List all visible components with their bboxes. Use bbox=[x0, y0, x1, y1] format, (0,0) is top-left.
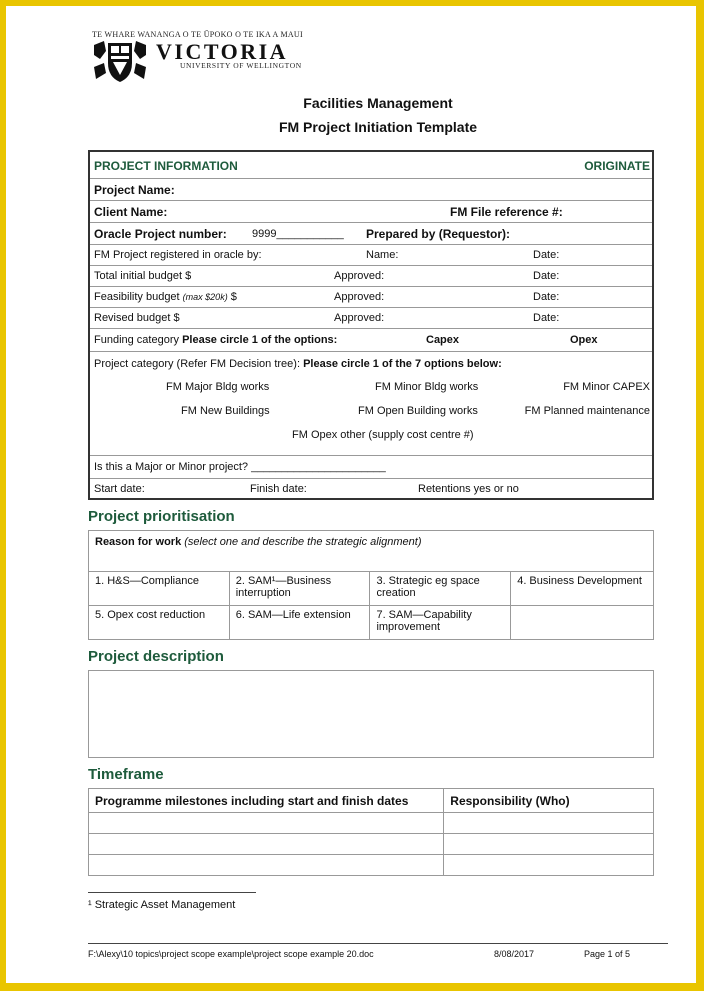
section-heading-project-information: PROJECT INFORMATION bbox=[94, 159, 238, 173]
milestones-header: Programme milestones including start and finish dates bbox=[89, 789, 444, 813]
table-row bbox=[89, 572, 654, 606]
footer-file-path: F:\Alexy\10 topics\project scope example\project scope example 20.doc bbox=[88, 949, 374, 959]
start-date-label: Start date: bbox=[94, 483, 145, 495]
document-title-line2: FM Project Initiation Template bbox=[278, 119, 478, 135]
footnote-separator bbox=[88, 892, 256, 893]
project-name-row bbox=[90, 178, 652, 201]
responsibility-cell[interactable] bbox=[444, 813, 654, 834]
oracle-number-value: 9999___________ bbox=[252, 228, 344, 240]
revised-budget-row bbox=[90, 307, 652, 329]
client-name-row bbox=[90, 200, 652, 223]
retentions-label: Retentions yes or no bbox=[418, 483, 519, 495]
priority-option-3[interactable]: 3. Strategic eg space creation bbox=[370, 572, 511, 606]
option-minor-capex[interactable]: FM Minor CAPEX bbox=[563, 381, 650, 393]
priority-option-7[interactable]: 7. SAM—Capability improvement bbox=[370, 606, 511, 640]
funding-category-label: Funding category Please circle 1 of the options: bbox=[94, 334, 338, 346]
prioritisation-table bbox=[88, 530, 654, 640]
registered-row bbox=[90, 244, 652, 266]
document-title-line1: Facilities Management bbox=[303, 95, 453, 111]
responsibility-header: Responsibility (Who) bbox=[444, 789, 654, 813]
project-information-box bbox=[88, 150, 654, 500]
footer-separator bbox=[88, 943, 668, 944]
oracle-number-label: Oracle Project number: bbox=[94, 227, 227, 241]
opex-option[interactable]: Opex bbox=[570, 334, 598, 346]
feasibility-date-label: Date: bbox=[533, 291, 560, 303]
footnote: ¹ Strategic Asset Management bbox=[88, 899, 236, 911]
registered-name-label: Name: bbox=[366, 249, 399, 261]
prepared-by-label: Prepared by (Requestor): bbox=[366, 227, 511, 241]
footer-date: 8/08/2017 bbox=[494, 949, 535, 959]
option-major-bldg-works[interactable]: FM Major Bldg works bbox=[166, 381, 270, 393]
revised-date-label: Date: bbox=[533, 312, 560, 324]
total-date-label: Date: bbox=[533, 270, 560, 282]
responsibility-cell[interactable] bbox=[444, 855, 654, 876]
milestone-cell[interactable] bbox=[89, 855, 444, 876]
priority-empty-cell bbox=[511, 606, 654, 640]
total-budget-row bbox=[90, 265, 652, 287]
revised-budget-label: Revised budget $ bbox=[94, 312, 180, 324]
project-description-box[interactable] bbox=[88, 670, 654, 758]
dates-row bbox=[90, 478, 652, 500]
project-category-row bbox=[90, 351, 652, 456]
reason-cell: Reason for work (select one and describe the strategic alignment) bbox=[89, 531, 654, 572]
capex-option[interactable]: Capex bbox=[426, 334, 460, 346]
feasibility-approved-label: Approved: bbox=[334, 291, 385, 303]
funding-category-row bbox=[90, 328, 652, 352]
info-header-row bbox=[90, 152, 652, 179]
oracle-number-row bbox=[90, 222, 652, 245]
section-heading-description: Project description bbox=[88, 648, 224, 665]
major-minor-row bbox=[90, 455, 652, 479]
revised-approved-label: Approved: bbox=[334, 312, 385, 324]
priority-option-6[interactable]: 6. SAM—Life extension bbox=[229, 606, 370, 640]
table-row bbox=[89, 834, 654, 855]
document-page bbox=[6, 6, 696, 983]
section-heading-prioritisation: Project prioritisation bbox=[88, 508, 235, 525]
priority-option-1[interactable]: 1. H&S—Compliance bbox=[89, 572, 230, 606]
fm-file-reference-label: FM File reference #: bbox=[450, 205, 563, 219]
reason-row bbox=[89, 531, 654, 572]
maori-name: TE WHARE WANANGA O TE ŪPOKO O TE IKA A MAUI bbox=[92, 30, 303, 39]
feasibility-budget-label: Feasibility budget (max $20k) $ bbox=[94, 291, 237, 303]
option-opex-other[interactable]: FM Opex other (supply cost centre #) bbox=[292, 429, 474, 441]
milestone-cell[interactable] bbox=[89, 834, 444, 855]
priority-option-4[interactable]: 4. Business Development bbox=[511, 572, 654, 606]
finish-date-label: Finish date: bbox=[250, 483, 307, 495]
milestone-cell[interactable] bbox=[89, 813, 444, 834]
timeframe-table bbox=[88, 788, 654, 876]
feasibility-budget-row bbox=[90, 286, 652, 308]
priority-option-5[interactable]: 5. Opex cost reduction bbox=[89, 606, 230, 640]
project-name-label: Project Name: bbox=[94, 183, 175, 197]
option-open-building-works[interactable]: FM Open Building works bbox=[358, 405, 478, 417]
timeframe-header-row bbox=[89, 789, 654, 813]
option-minor-bldg-works[interactable]: FM Minor Bldg works bbox=[375, 381, 479, 393]
originate-label: ORIGINATE bbox=[584, 159, 650, 173]
university-subtitle: UNIVERSITY OF WELLINGTON bbox=[180, 61, 302, 70]
registered-label: FM Project registered in oracle by: bbox=[94, 249, 262, 261]
client-name-label: Client Name: bbox=[94, 205, 168, 219]
major-minor-question: Is this a Major or Minor project? ______________________ bbox=[94, 461, 386, 473]
section-heading-timeframe: Timeframe bbox=[88, 766, 164, 783]
table-row bbox=[89, 813, 654, 834]
option-planned-maintenance[interactable]: FM Planned maintenance bbox=[524, 405, 650, 417]
university-name: VICTORIA bbox=[156, 39, 289, 64]
responsibility-cell[interactable] bbox=[444, 834, 654, 855]
table-row bbox=[89, 606, 654, 640]
option-new-buildings[interactable]: FM New Buildings bbox=[181, 405, 270, 417]
university-crest-icon bbox=[92, 39, 148, 83]
table-row bbox=[89, 855, 654, 876]
total-approved-label: Approved: bbox=[334, 270, 385, 282]
total-budget-label: Total initial budget $ bbox=[94, 270, 192, 282]
registered-date-label: Date: bbox=[533, 249, 560, 261]
priority-option-2[interactable]: 2. SAM¹—Business interruption bbox=[229, 572, 370, 606]
project-category-label: Project category (Refer FM Decision tree): Please circle 1 of the 7 options below: bbox=[94, 358, 502, 370]
footer-page-number: Page 1 of 5 bbox=[584, 949, 631, 959]
